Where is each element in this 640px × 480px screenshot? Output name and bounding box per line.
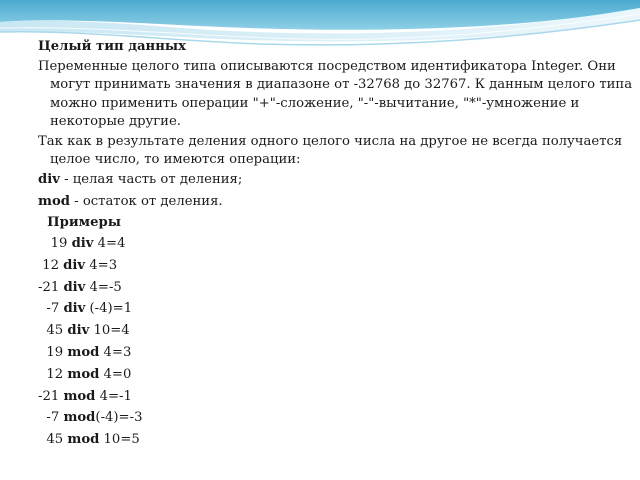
- paragraph-integer-type: Переменные целого типа описываются посредством идентификатора Integer. Они могут принимать значения в диапазоне от -32768 до 32767. К данным целого типа можно применить операции "+"-сложение, "-"-вычитание, "*"-умножение и некоторые другие.: [38, 59, 633, 129]
- div-keyword: div: [38, 172, 60, 188]
- example-result: 10=5: [99, 432, 140, 448]
- paragraph-division: Так как в результате деления одного целого числа на другое не всегда получается целое число, то имеются операции:: [38, 134, 623, 168]
- div-definition: [38, 171, 633, 189]
- document-body: [38, 38, 633, 453]
- example-result: 4=3: [99, 345, 132, 361]
- example-result: 4=3: [85, 257, 118, 273]
- example-line: [38, 366, 633, 384]
- example-line: [38, 344, 633, 362]
- example-line: [38, 409, 633, 427]
- mod-keyword: mod: [38, 193, 70, 209]
- example-operator: div: [63, 257, 86, 273]
- example-operand: 45: [38, 432, 68, 448]
- example-result: 4=4: [93, 236, 126, 252]
- example-operand: -7: [38, 301, 64, 317]
- example-operand: -7: [38, 410, 64, 426]
- example-line: [38, 431, 633, 449]
- example-line: [38, 322, 633, 340]
- example-operand: -21: [38, 279, 64, 295]
- example-operand: 12: [38, 366, 68, 382]
- examples-heading: Примеры: [38, 214, 121, 230]
- example-operator: div: [63, 301, 86, 317]
- example-operator: div: [63, 279, 86, 295]
- examples-list: [38, 235, 633, 449]
- example-line: [38, 300, 633, 318]
- mod-description: - остаток от деления.: [69, 193, 223, 209]
- example-operator: div: [71, 236, 94, 252]
- example-operand: 19: [38, 236, 72, 252]
- example-line: [38, 388, 633, 406]
- example-operator: mod: [63, 410, 96, 426]
- example-result: 4=-5: [85, 279, 122, 295]
- mod-definition: [38, 193, 633, 211]
- example-operator: mod: [67, 345, 100, 361]
- example-result: 4=-1: [95, 388, 132, 404]
- example-result: (-4)=1: [85, 301, 133, 317]
- div-description: - целая часть от деления;: [59, 172, 243, 188]
- example-operator: div: [67, 323, 90, 339]
- example-operand: 19: [38, 345, 68, 361]
- example-operator: mod: [63, 388, 96, 404]
- example-result: (-4)=-3: [95, 410, 143, 426]
- example-line: [38, 279, 633, 297]
- example-result: 10=4: [89, 323, 130, 339]
- example-result: 4=0: [99, 366, 132, 382]
- example-operator: mod: [67, 366, 100, 382]
- example-line: [38, 235, 633, 253]
- example-operand: 45: [38, 323, 68, 339]
- example-line: [38, 257, 633, 275]
- example-operand: -21: [38, 388, 64, 404]
- example-operand: 12: [38, 257, 64, 273]
- document-title: Целый тип данных: [38, 39, 186, 54]
- example-operator: mod: [67, 432, 100, 448]
